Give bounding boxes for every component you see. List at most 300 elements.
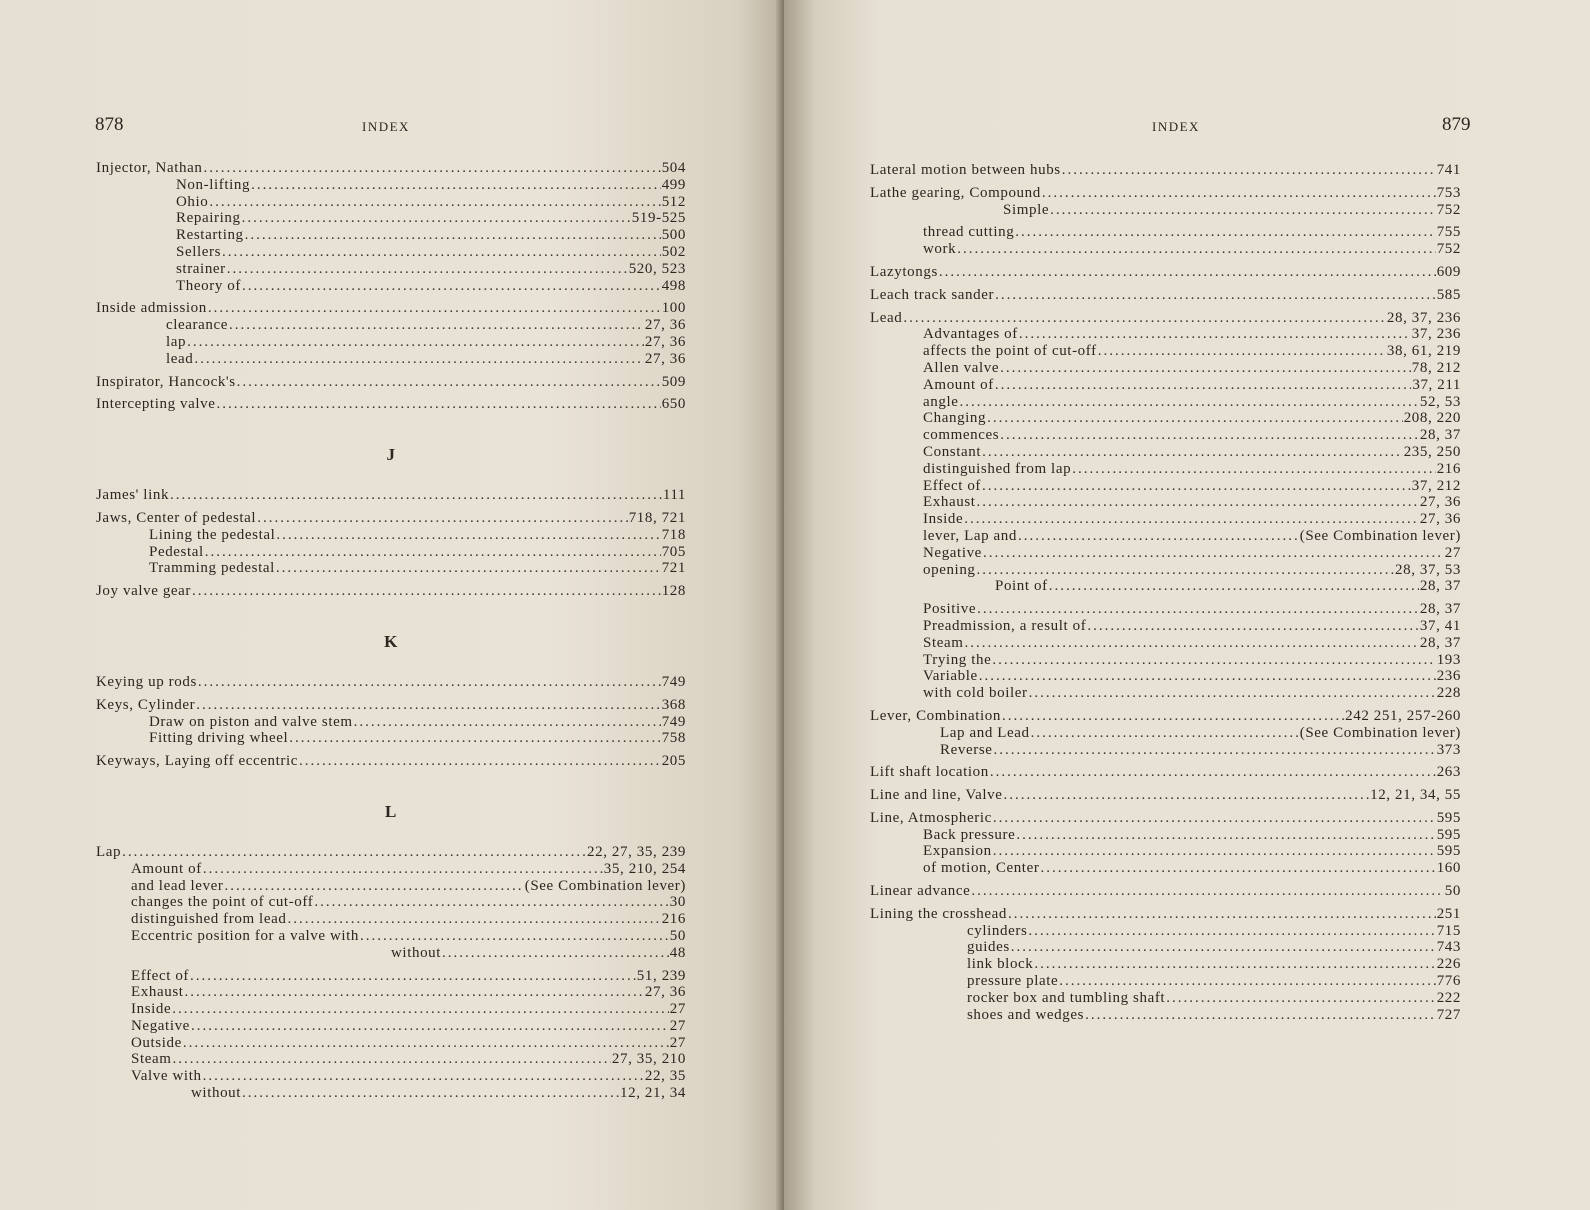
dot-leader <box>187 334 644 351</box>
dot-leader <box>959 394 1418 411</box>
page-reference: 251 <box>1436 905 1461 922</box>
index-term: Lathe gearing, Compound <box>870 184 1041 201</box>
page-reference: 595 <box>1436 826 1461 843</box>
dot-leader <box>1042 185 1436 202</box>
page-reference: 499 <box>661 176 686 193</box>
index-entry-group <box>96 300 686 367</box>
index-line <box>870 906 1461 923</box>
index-term: Ohio <box>176 193 209 210</box>
index-term: Sellers <box>176 243 222 260</box>
index-entry-group <box>870 883 1461 900</box>
index-line <box>96 210 686 227</box>
page-reference: 111 <box>662 487 686 504</box>
dot-leader <box>287 911 660 928</box>
page-reference: 208, 220 <box>1403 410 1461 427</box>
index-line <box>870 1007 1461 1024</box>
page-reference: 263 <box>1436 764 1461 781</box>
page-reference: 498 <box>661 277 686 294</box>
index-line <box>870 685 1461 702</box>
index-term: work <box>923 241 957 258</box>
page-reference: 28, 37 <box>1419 634 1461 651</box>
dot-leader <box>1087 618 1419 635</box>
dot-leader <box>983 545 1444 562</box>
dot-leader <box>170 487 662 504</box>
dot-leader <box>194 351 644 368</box>
index-term: cylinders <box>967 922 1028 939</box>
index-term: Steam <box>131 1051 172 1068</box>
dot-leader <box>122 844 586 861</box>
page-reference: 100 <box>661 300 686 317</box>
index-column <box>870 162 1461 1029</box>
index-term: shoes and wedges <box>967 1006 1085 1023</box>
page-reference: 216 <box>661 911 686 928</box>
index-line <box>870 860 1461 877</box>
dot-leader <box>245 227 661 244</box>
index-term: angle <box>923 393 959 410</box>
page-reference: 27 <box>1444 544 1461 561</box>
index-entry-group <box>870 601 1461 702</box>
dot-leader <box>354 714 661 731</box>
index-term: strainer <box>176 260 226 277</box>
dot-leader <box>971 883 1443 900</box>
index-term: Injector, Nathan <box>96 160 203 176</box>
dot-leader <box>994 742 1436 759</box>
index-term: Changing <box>923 410 987 427</box>
index-line <box>96 278 686 295</box>
page-reference: (See Combination lever) <box>1299 724 1461 741</box>
index-term: Linear advance <box>870 883 971 900</box>
page-reference: 242 251, 257-260 <box>1345 707 1461 724</box>
dot-leader <box>196 697 660 714</box>
index-line <box>870 562 1461 579</box>
index-line <box>96 317 686 334</box>
index-term: lead <box>166 350 194 367</box>
running-head: INDEX <box>362 119 410 134</box>
dot-leader <box>229 317 644 334</box>
page-reference: 650 <box>661 396 686 413</box>
index-line <box>870 202 1461 219</box>
dot-leader <box>977 494 1419 511</box>
index-term: lever, Lap and <box>923 527 1018 544</box>
index-term: Line, Atmospheric <box>870 809 992 826</box>
index-line <box>96 583 686 600</box>
page-reference: 753 <box>1436 184 1461 201</box>
dot-leader <box>1019 326 1411 343</box>
page-reference: 216 <box>1436 460 1461 477</box>
page-reference: 743 <box>1436 939 1461 956</box>
index-line <box>96 928 686 945</box>
index-term: Inside <box>131 1001 172 1018</box>
dot-leader <box>203 160 660 177</box>
page-reference: 37, 212 <box>1411 477 1461 494</box>
index-line <box>870 635 1461 652</box>
index-line <box>96 487 686 504</box>
index-column <box>96 160 686 1108</box>
dot-leader <box>1011 939 1436 956</box>
index-term: Lap <box>96 843 122 860</box>
dot-leader <box>276 560 661 577</box>
page-reference: 28, 37 <box>1419 578 1461 595</box>
index-term: Allen valve <box>923 359 1000 376</box>
index-line <box>96 894 686 911</box>
index-line <box>96 714 686 731</box>
page-reference: 160 <box>1436 860 1461 877</box>
index-line <box>96 510 686 527</box>
dot-leader <box>982 478 1411 495</box>
dot-leader <box>251 177 661 194</box>
section-letter: L <box>385 801 397 821</box>
index-line <box>870 764 1461 781</box>
dot-leader <box>1034 956 1435 973</box>
index-line <box>870 578 1461 595</box>
page-reference: 205 <box>661 753 686 770</box>
dot-leader <box>982 444 1403 461</box>
dot-leader <box>203 1068 644 1085</box>
dot-leader <box>903 310 1386 327</box>
page-reference: 226 <box>1436 956 1461 973</box>
index-entry-group <box>870 764 1461 781</box>
dot-leader <box>242 1085 619 1102</box>
dot-leader <box>993 843 1436 860</box>
dot-leader <box>939 264 1436 281</box>
page-reference: 715 <box>1436 922 1461 939</box>
dot-leader <box>1008 906 1436 923</box>
dot-leader <box>209 194 660 211</box>
page-reference: 27, 36 <box>1419 511 1461 528</box>
page-reference: 128 <box>661 583 686 600</box>
right-page <box>784 0 1590 1210</box>
index-term: Constant <box>923 443 982 460</box>
page-reference: 27, 35, 210 <box>611 1051 686 1068</box>
page-reference: 35, 210, 254 <box>603 860 686 877</box>
page-reference: 228 <box>1436 685 1461 702</box>
index-line <box>96 374 686 391</box>
index-term: Leach track sander <box>870 286 995 303</box>
index-line <box>96 300 686 317</box>
index-entry-group <box>96 583 686 600</box>
index-term: Lining the pedestal <box>149 526 276 543</box>
page-reference: 752 <box>1436 241 1461 258</box>
page-reference: 749 <box>661 673 686 690</box>
index-line <box>870 478 1461 495</box>
page-reference: 27, 36 <box>644 350 686 367</box>
dot-leader <box>1028 923 1435 940</box>
section-letter: J <box>386 445 396 465</box>
page-reference: 236 <box>1436 668 1461 685</box>
dot-leader <box>183 1035 669 1052</box>
page-reference: 12, 21, 34, 55 <box>1370 787 1461 804</box>
page-reference: 718, 721 <box>628 509 686 526</box>
dot-leader <box>995 287 1436 304</box>
index-line <box>870 827 1461 844</box>
dot-leader <box>198 674 661 691</box>
index-line <box>870 377 1461 394</box>
page-reference: 22, 27, 35, 239 <box>587 843 686 860</box>
index-term: Inside admission <box>96 300 207 317</box>
dot-leader <box>1018 528 1299 545</box>
page-reference: 78, 212 <box>1411 359 1461 376</box>
dot-leader <box>237 374 661 391</box>
index-line <box>870 618 1461 635</box>
index-entry-group <box>96 844 686 962</box>
index-term: Line and line, Valve <box>870 787 1003 804</box>
index-line <box>870 494 1461 511</box>
dot-leader <box>977 562 1394 579</box>
dot-leader <box>289 730 660 747</box>
index-entry-group <box>870 708 1461 758</box>
index-term: Lazytongs <box>870 263 938 280</box>
page-reference: 504 <box>661 160 686 176</box>
index-term: Theory of <box>176 277 241 294</box>
index-line <box>870 668 1461 685</box>
index-line <box>96 1085 686 1102</box>
dot-leader <box>990 764 1436 781</box>
page-reference: 28, 37 <box>1419 427 1461 444</box>
page-reference: 12, 21, 34 <box>620 1085 686 1102</box>
dot-leader <box>992 652 1435 669</box>
index-entry-group <box>870 185 1461 219</box>
index-term: Outside <box>131 1034 182 1051</box>
page-reference: 718 <box>661 526 686 543</box>
index-line <box>870 511 1461 528</box>
index-line <box>96 560 686 577</box>
index-term: Trying the <box>923 651 992 668</box>
page-reference: 27, 36 <box>644 333 686 350</box>
index-entry-group <box>96 510 686 577</box>
page-reference: 705 <box>661 543 686 560</box>
index-term: Expansion <box>923 843 992 860</box>
index-line <box>96 1051 686 1068</box>
dot-leader <box>1072 461 1436 478</box>
index-line <box>96 1018 686 1035</box>
index-term: Draw on piston and valve stem <box>149 713 353 730</box>
index-term: Positive <box>923 601 977 618</box>
dot-leader <box>1016 827 1435 844</box>
index-line <box>870 444 1461 461</box>
index-term: Lining the crosshead <box>870 905 1007 922</box>
index-term: changes the point of cut-off <box>131 894 314 911</box>
page-reference: 37, 236 <box>1411 326 1461 343</box>
index-line <box>96 753 686 770</box>
running-head: INDEX <box>1152 119 1200 134</box>
page-reference: 512 <box>661 193 686 210</box>
dot-leader <box>1029 685 1436 702</box>
index-term: Effect of <box>923 477 982 494</box>
index-term: Exhaust <box>923 494 976 511</box>
index-line <box>870 545 1461 562</box>
dot-leader <box>185 984 644 1001</box>
index-term: Jaws, Center of pedestal <box>96 509 257 526</box>
index-term: Lift shaft location <box>870 764 989 781</box>
index-line <box>870 810 1461 827</box>
page-reference: 595 <box>1436 809 1461 826</box>
dot-leader <box>276 527 660 544</box>
index-term: Negative <box>131 1017 190 1034</box>
index-line <box>870 708 1461 725</box>
dot-leader <box>964 511 1419 528</box>
index-term: Intercepting valve <box>96 396 216 413</box>
index-entry-group <box>96 753 686 770</box>
index-term: thread cutting <box>923 224 1015 241</box>
dot-leader <box>173 1051 611 1068</box>
page-reference: 741 <box>1436 162 1461 178</box>
index-term: guides <box>967 939 1010 956</box>
page-reference: 776 <box>1436 973 1461 990</box>
index-term: Preadmission, a result of <box>923 617 1087 634</box>
index-term: and lead lever <box>131 877 224 894</box>
index-entry-group <box>870 264 1461 281</box>
index-entry-group <box>96 374 686 391</box>
page-reference: 38, 61, 219 <box>1386 343 1461 360</box>
index-line <box>96 1068 686 1085</box>
index-line <box>96 334 686 351</box>
index-term: Lead <box>870 309 903 326</box>
index-line <box>870 287 1461 304</box>
page-reference: 595 <box>1436 843 1461 860</box>
dot-leader <box>1002 708 1344 725</box>
page-reference: 27, 36 <box>644 984 686 1001</box>
dot-leader <box>314 894 668 911</box>
index-entry-group <box>870 162 1461 179</box>
index-line <box>870 956 1461 973</box>
index-term: of motion, Center <box>923 860 1040 877</box>
section-letter: K <box>384 631 398 651</box>
page-reference: 27 <box>669 1034 686 1051</box>
dot-leader <box>987 410 1403 427</box>
index-term: pressure plate <box>967 973 1059 990</box>
dot-leader <box>1059 973 1435 990</box>
index-line <box>96 160 686 177</box>
dot-leader <box>1004 787 1370 804</box>
dot-leader <box>208 300 661 317</box>
index-term: distinguished from lead <box>131 911 287 928</box>
dot-leader <box>957 241 1435 258</box>
dot-leader <box>190 968 636 985</box>
page-reference: 48 <box>669 944 686 961</box>
index-line <box>96 527 686 544</box>
index-line <box>870 725 1461 742</box>
index-term: Inside <box>923 511 964 528</box>
page-reference: 509 <box>661 373 686 390</box>
page-reference: 500 <box>661 227 686 244</box>
page-reference: 520, 523 <box>628 260 686 277</box>
index-line <box>96 227 686 244</box>
page-reference: 502 <box>661 243 686 260</box>
index-term: Lever, Combination <box>870 707 1002 724</box>
dot-leader <box>1015 224 1435 241</box>
index-line <box>96 261 686 278</box>
dot-leader <box>1031 725 1299 742</box>
index-term: Steam <box>923 634 964 651</box>
index-line <box>870 310 1461 327</box>
dot-leader <box>1000 360 1411 377</box>
dot-leader <box>257 510 627 527</box>
index-term: Joy valve gear <box>96 583 192 600</box>
index-entry-group <box>870 787 1461 804</box>
page-reference: 609 <box>1436 263 1461 280</box>
page-reference: 27, 36 <box>1419 494 1461 511</box>
dot-leader <box>995 377 1412 394</box>
index-term: affects the point of cut-off <box>923 343 1097 360</box>
dot-leader <box>1050 202 1436 219</box>
dot-leader <box>225 878 524 895</box>
index-entry-group <box>870 287 1461 304</box>
page-number: 878 <box>95 114 124 135</box>
index-line <box>96 730 686 747</box>
index-line <box>870 224 1461 241</box>
dot-leader <box>191 1018 669 1035</box>
index-line <box>870 410 1461 427</box>
index-line <box>96 911 686 928</box>
index-line <box>870 343 1461 360</box>
page-reference: 27 <box>669 1001 686 1018</box>
page-reference: 721 <box>661 560 686 577</box>
index-entry-group <box>870 224 1461 258</box>
index-term: Valve with <box>131 1068 202 1085</box>
index-entry-group <box>96 968 686 1102</box>
dot-leader <box>242 210 631 227</box>
index-term: Reverse <box>940 741 993 758</box>
index-entry-group <box>870 906 1461 1024</box>
page-reference: (See Combination lever) <box>524 877 686 894</box>
index-term: Keying up rods <box>96 673 197 690</box>
dot-leader <box>1062 162 1436 179</box>
index-entry-group <box>96 697 686 747</box>
index-line <box>96 194 686 211</box>
dot-leader <box>977 601 1419 618</box>
index-term: Point of <box>995 578 1048 595</box>
index-term: commences <box>923 427 1000 444</box>
page-reference: 368 <box>661 696 686 713</box>
page-reference: 52, 53 <box>1419 393 1461 410</box>
dot-leader <box>203 861 603 878</box>
index-line <box>96 396 686 413</box>
index-entry-group <box>96 487 686 504</box>
index-line <box>870 923 1461 940</box>
page-reference: 28, 37, 236 <box>1386 309 1461 326</box>
index-term: distinguished from lap <box>923 460 1072 477</box>
index-term: lap <box>166 333 187 350</box>
index-line <box>96 878 686 895</box>
page-reference: 22, 35 <box>644 1068 686 1085</box>
page-reference: 28, 37, 53 <box>1395 561 1461 578</box>
index-term: James' link <box>96 487 170 504</box>
index-line <box>870 326 1461 343</box>
index-line <box>96 844 686 861</box>
index-line <box>96 177 686 194</box>
index-term: link block <box>967 956 1034 973</box>
index-term: rocker box and tumbling shaft <box>967 989 1166 1006</box>
index-term: opening <box>923 561 976 578</box>
index-line <box>870 360 1461 377</box>
page-reference: 27 <box>669 1017 686 1034</box>
dot-leader <box>172 1001 669 1018</box>
dot-leader <box>192 583 661 600</box>
index-line <box>870 742 1461 759</box>
index-term: Simple <box>1003 201 1050 218</box>
index-entry-group <box>870 310 1461 596</box>
index-term: Back pressure <box>923 826 1016 843</box>
index-term: without <box>191 1085 242 1102</box>
dot-leader <box>1000 427 1419 444</box>
index-line <box>96 1035 686 1052</box>
index-line <box>96 351 686 368</box>
index-entry-group <box>870 810 1461 877</box>
index-term: Lap and Lead <box>940 724 1030 741</box>
index-line <box>96 674 686 691</box>
index-term: clearance <box>166 317 229 334</box>
page-reference: 758 <box>661 730 686 747</box>
